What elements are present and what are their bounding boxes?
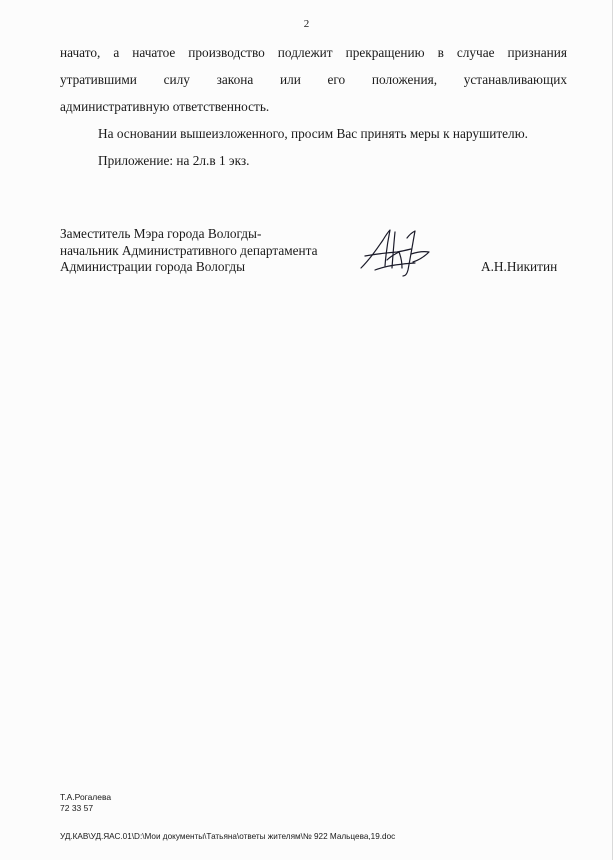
- signatory-position: [60, 226, 318, 276]
- page-number: 2: [303, 18, 310, 30]
- position-line: Администрации города Вологды: [60, 259, 246, 274]
- paragraph-line: административную ответственность.: [60, 99, 270, 114]
- attachment-line: Приложение: на 2л.в 1 экз.: [98, 153, 250, 168]
- executor-name: Т.А.Рогалева: [60, 792, 112, 802]
- continuation-paragraph: [60, 39, 567, 174]
- position-line: Заместитель Мэра города Вологды-: [60, 226, 262, 241]
- paragraph-line: начато, а начатое производство подлежит прекращению в случае признания: [60, 45, 567, 60]
- position-line: начальник Административного департамента: [60, 242, 318, 258]
- handwritten-signature: [355, 222, 435, 278]
- executor-info: [60, 792, 111, 814]
- file-path-footer: УД.КАВ\УД.ЯАС.01\D:\Мои документы\Татьяна\ответы жителям\№ 922 Мальцева,19.doc: [60, 832, 396, 841]
- executor-phone: 72 33 57: [60, 803, 94, 813]
- paragraph-line: утратившими силу закона или его положения, устанавливающих: [60, 72, 567, 87]
- request-paragraph: На основании вышеизложенного, просим Вас принять меры к нарушителю.: [98, 126, 528, 141]
- signer-name: А.Н.Никитин: [481, 259, 558, 274]
